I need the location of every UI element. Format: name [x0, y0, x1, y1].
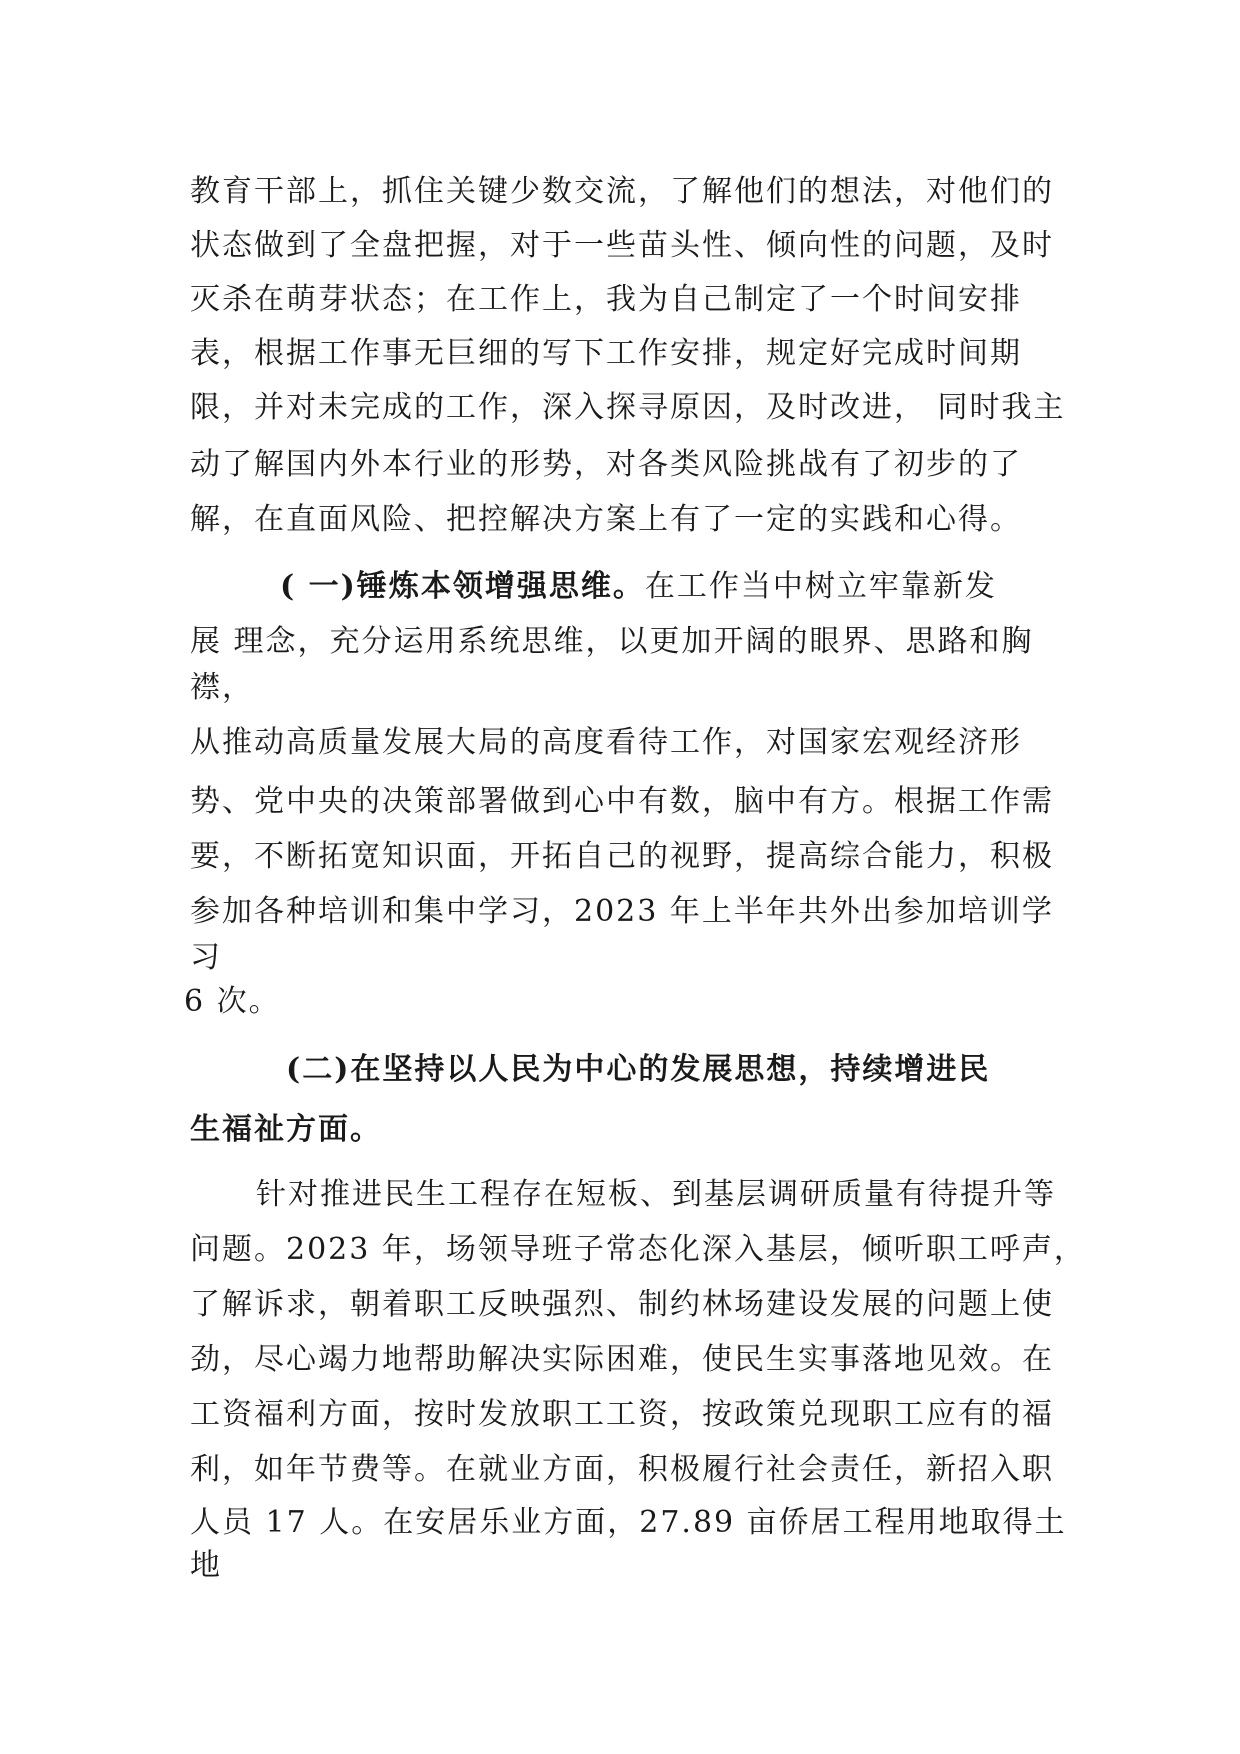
- paragraph-line: 表，根据工作事无巨细的写下工作安排，规定好完成时间期: [190, 336, 1022, 371]
- section-2-line: 人员 17 人。在安居乐业方面，27.89 亩侨居工程用地取得土: [190, 1505, 1067, 1540]
- section-2-line: 劲，尽心竭力地帮助解决实际困难，使民生实事落地见效。在: [190, 1342, 1054, 1377]
- section-1-heading-rest: 在工作当中树立牢靠新发: [644, 569, 997, 604]
- paragraph-line: 解，在直面风险、把控解决方案上有了一定的实践和心得。: [190, 502, 1022, 537]
- section-1-line: 势、党中央的决策部署做到心中有数，脑中有方。根据工作需: [190, 784, 1054, 819]
- paragraph-line: 动了解国内外本行业的形势，对各类风险挑战有了初步的了: [190, 447, 1022, 482]
- paragraph-line: 状态做到了全盘把握，对于一些苗头性、倾向性的问题，及时: [190, 228, 1054, 263]
- section-2-heading-continued: 生福祉方面。: [190, 1112, 382, 1147]
- section-1-line: 襟，: [190, 670, 254, 705]
- section-2-heading: (二)在坚持以人民为中心的发展思想，持续增进民: [286, 1052, 991, 1087]
- paragraph-line: 限，并对未完成的工作，深入探寻原因，及时改进， 同时我主: [190, 390, 1066, 425]
- section-2-line: 了解诉求，朝着职工反映强烈、制约林场建设发展的问题上使: [190, 1287, 1054, 1322]
- paragraph-line: 灭杀在萌芽状态；在工作上，我为自己制定了一个时间安排: [190, 282, 1022, 317]
- section-1-line: 6 次。: [184, 984, 281, 1019]
- section-1-heading-line: [280, 567, 997, 607]
- section-1-line: 参加各种培训和集中学习，2023 年上半年共外出参加培训学: [190, 894, 1054, 929]
- section-1-line: 要，不断拓宽知识面，开拓自己的视野，提高综合能力，积极: [190, 839, 1054, 874]
- section-1-line: 习: [190, 940, 222, 975]
- section-2-line: 问题。2023 年，场领导班子常态化深入基层，倾听职工呼声，: [190, 1232, 1086, 1267]
- section-2-line: 工资福利方面，按时发放职工工资，按政策兑现职工应有的福: [190, 1397, 1054, 1432]
- section-1-line: 从推动高质量发展大局的高度看待工作，对国家宏观经济形: [190, 725, 1022, 760]
- section-2-line: 地: [190, 1548, 222, 1583]
- section-2-line: 针对推进民生工程存在短板、到基层调研质量有待提升等: [256, 1177, 1056, 1212]
- section-2-line: 利，如年节费等。在就业方面，积极履行社会责任，新招入职: [190, 1452, 1054, 1487]
- section-1-heading: ( 一)锤炼本领增强思维。: [280, 569, 645, 604]
- section-1-line: 展 理念，充分运用系统思维，以更加开阔的眼界、思路和胸: [190, 624, 1034, 659]
- paragraph-line: 教育干部上，抓住关键少数交流，了解他们的想法，对他们的: [190, 174, 1054, 209]
